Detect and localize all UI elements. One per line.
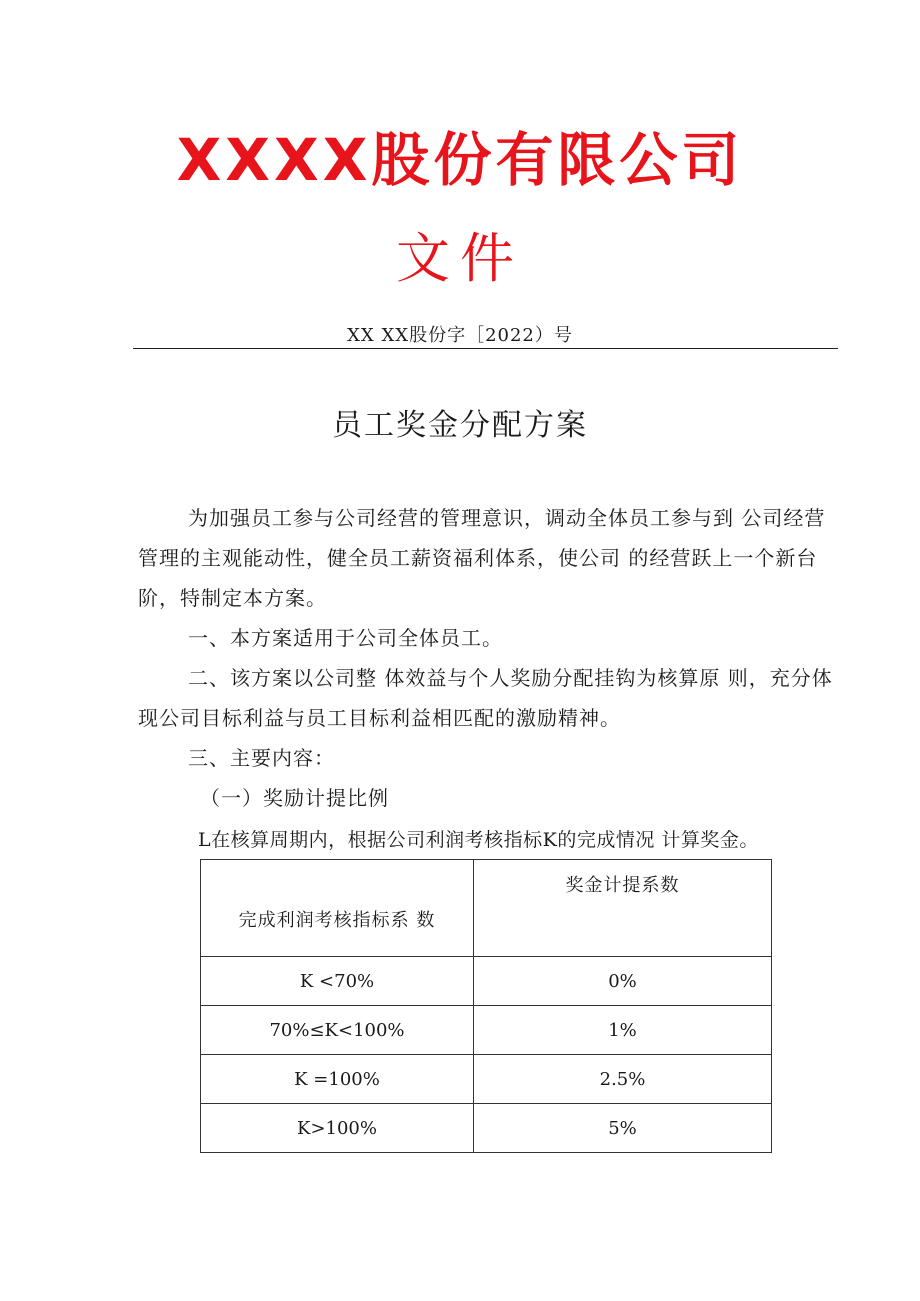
item-two: 二、该方案以公司整 体效益与个人奖励分配挂钩为核算原 则，充分体现公司目标利益与员工目标利益相匹配的激励精神。 [138,666,833,730]
table-header-row [201,860,772,957]
bonus-ratio-table [200,859,772,1153]
table-cell: 1% [474,1006,772,1055]
table-cell: 70%≤K<100% [201,1006,474,1055]
table-cell: K <70% [201,957,474,1006]
calculation-note: L在核算周期内，根据公司利润考核指标K的完成情况 计算奖金。 [198,829,759,851]
table-cell: 5% [474,1104,772,1153]
subsection-heading: （一）奖励计提比例 [200,786,389,810]
item-three: 三、主要内容： [188,746,335,770]
table-row [201,1055,772,1104]
intro-paragraph: 为加强员工参与公司经营的管理意识，调动全体员工参与到 公司经营管理的主观能动性，健全员工薪资福利体系，使公司 的经营跃上一个新台阶，特制定本方案。 [138,506,826,610]
table-row [201,1104,772,1153]
document-title: 员工奖金分配方案 [332,408,588,443]
table-cell: K =100% [201,1055,474,1104]
document-type-label: 文件 [396,227,524,290]
table-row [201,1006,772,1055]
item-one: 一、本方案适用于公司全体员工。 [188,626,503,650]
header-divider [133,348,838,349]
table-header-cell [474,860,772,957]
table-cell: K>100% [201,1104,474,1153]
table-cell: 2.5% [474,1055,772,1104]
table-row [201,957,772,1006]
header-ratio-label: 奖金计提系数 [565,875,680,896]
header-index-label: 完成利润考核指标系 数 [238,910,436,931]
company-name: XXXX股份有限公司 [176,126,744,194]
table-header-cell [201,860,474,957]
table-cell: 0% [474,957,772,1006]
document-number: XX XX股份字［2022）号 [347,325,573,346]
